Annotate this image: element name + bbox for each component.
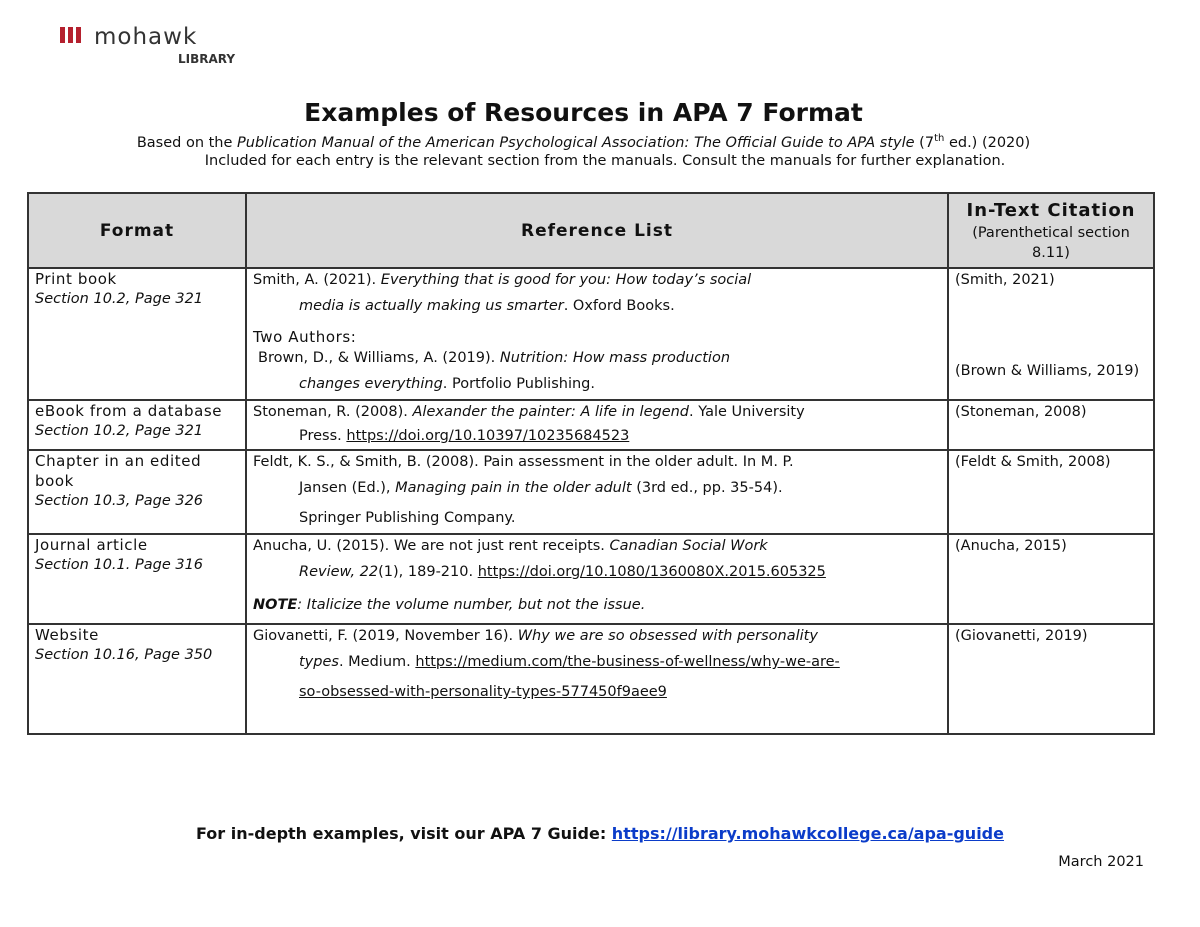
table-row <box>28 624 1154 734</box>
logo-bars-icon <box>60 26 90 44</box>
website-link-part1[interactable]: https://medium.com/the-business-of-wellness/why-we-are- <box>415 654 840 670</box>
reference-cell: Giovanetti, F. (2019, November 16). Why we are so obsessed with personality types. Medium. https://medium.com/the-business-of-wellness/why-we-are- so-obsessed-with-personality-types-577450f9aee9 <box>246 624 948 734</box>
reference-table <box>27 192 1155 735</box>
website-link-part2[interactable]: so-obsessed-with-personality-types-577450f9aee9 <box>299 684 667 700</box>
reference-cell: Smith, A. (2021). Everything that is good for you: How today’s social media is actually making us smarter. Oxford Books. Two Authors: Brown, D., & Williams, A. (2019). Nutrition: How mass production changes everything. Portfolio Publishing. <box>246 268 948 400</box>
citation-cell: (Anucha, 2015) <box>948 534 1154 624</box>
footer-guide-note: For in-depth examples, visit our APA 7 Guide: https://library.mohawkcollege.ca/apa-guide <box>196 824 1004 843</box>
reference-cell: Feldt, K. S., & Smith, B. (2008). Pain assessment in the older adult. In M. P. Jansen (Ed.), Managing pain in the older adult (3rd ed., pp. 35-54). Springer Publishing Company. <box>246 450 948 534</box>
citation-cell: (Smith, 2021) (Brown & Williams, 2019) <box>948 268 1154 400</box>
subtitle-note: Included for each entry is the relevant section from the manuals. Consult the manuals for further explanation. <box>204 153 1006 169</box>
mohawk-logo[interactable] <box>60 26 260 70</box>
citation-cell: (Feldt & Smith, 2008) <box>948 450 1154 534</box>
header-row <box>28 193 1154 268</box>
citation-cell: (Stoneman, 2008) <box>948 400 1154 450</box>
page-title: Examples of Resources in APA 7 Format <box>304 98 863 127</box>
format-cell: eBook from a database Section 10.2, Page 321 <box>28 400 246 450</box>
format-cell: Chapter in an edited book Section 10.3, Page 326 <box>28 450 246 534</box>
ebook-doi-link[interactable]: https://doi.org/10.10397/10235684523 <box>346 428 630 444</box>
header-format: Format <box>28 193 246 268</box>
table-row <box>28 450 1154 534</box>
apa-guide-link[interactable]: https://library.mohawkcollege.ca/apa-guide <box>611 824 1004 843</box>
table-row <box>28 534 1154 624</box>
logo-subtitle: LIBRARY <box>178 52 236 66</box>
subtitle-source: Based on the Publication Manual of the American Psychological Association: The Official Guide to APA style (7th ed.) (2020) <box>136 133 1031 151</box>
journal-doi-link[interactable]: https://doi.org/10.1080/1360080X.2015.605325 <box>477 564 826 580</box>
header-reference-list: Reference List <box>246 193 948 268</box>
format-cell: Print book Section 10.2, Page 321 <box>28 268 246 400</box>
header-in-text-citation: In-Text Citation (Parenthetical section 8.11) <box>948 193 1154 268</box>
table-row <box>28 400 1154 450</box>
reference-cell: Stoneman, R. (2008). Alexander the painter: A life in legend. Yale University Press. https://doi.org/10.10397/10235684523 <box>246 400 948 450</box>
reference-cell: Anucha, U. (2015). We are not just rent receipts. Canadian Social Work Review, 22(1), 189-210. https://doi.org/10.1080/1360080X.2015.605325 NOTE: Italicize the volume number, but not the issue. <box>246 534 948 624</box>
table-row <box>28 268 1154 400</box>
logo-wordmark: mohawk <box>94 24 198 50</box>
document-date: March 2021 <box>1058 854 1144 870</box>
format-cell: Journal article Section 10.1. Page 316 <box>28 534 246 624</box>
citation-cell: (Giovanetti, 2019) <box>948 624 1154 734</box>
format-cell: Website Section 10.16, Page 350 <box>28 624 246 734</box>
